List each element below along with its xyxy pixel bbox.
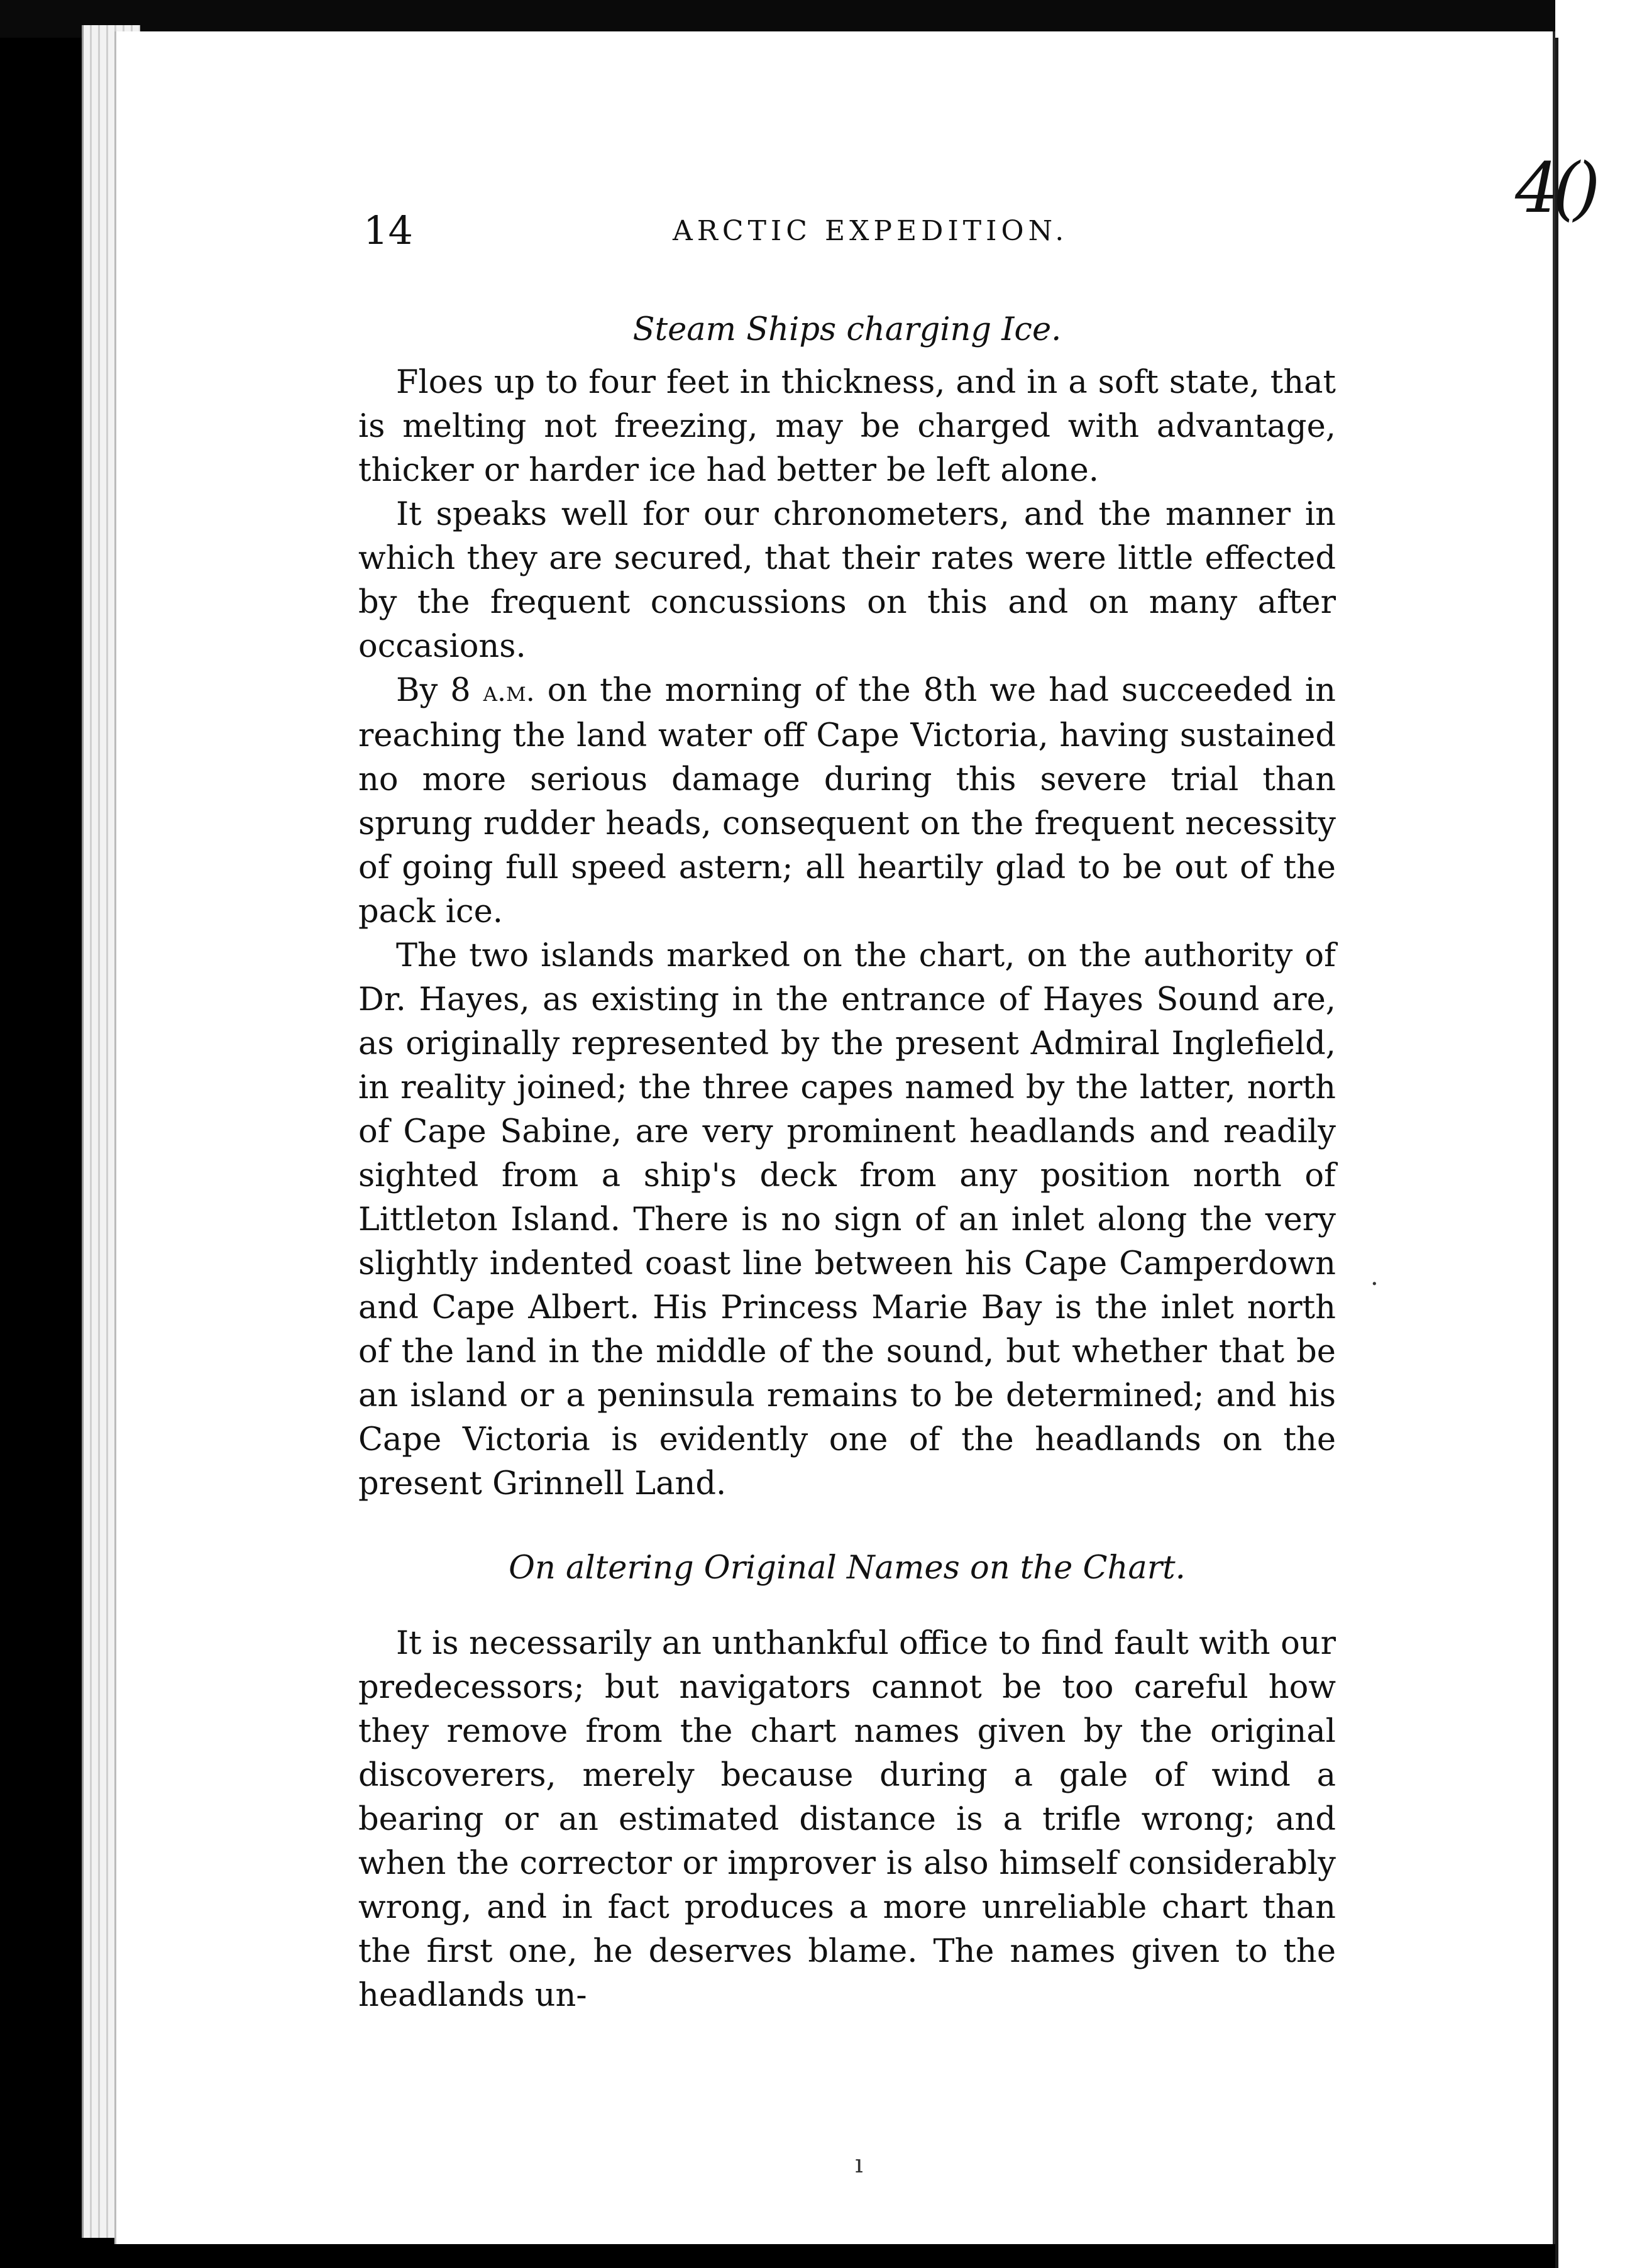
paragraph-text-end: on the morning of the 8th we had succeeded in reaching the land water off Cape Victoria, having sustained no more serious damage during this severe trial than sprung rudder heads, consequent on the frequent necessity of going full speed astern; all heartily glad to be out of the pack ice. xyxy=(358,672,1336,930)
section-heading: On altering Original Names on the Chart. xyxy=(509,1550,1186,1587)
page-gutter-line xyxy=(1555,38,1558,2268)
time-abbreviation: a.m. xyxy=(483,676,535,708)
paragraph-text-start: By 8 xyxy=(396,672,483,709)
paragraph: It is necessarily an unthankful office to find fault with our predecessors; but navigators cannot be too careful how they remove from the chart names given by the original discoverers, merely because during a gale of wind a bearing or an estimated distance is a trifle wrong; and when the corrector or improver is also himself considerably wrong, and in fact produces a more unreliable chart than the first one, he deserves blame. The names given to the headlands un- xyxy=(358,1625,1336,2014)
paragraph: Floes up to four feet in thickness, and in a soft state, that is melting not freezing, may be charged with advantage, thicker or harder ice had better be left alone. xyxy=(358,364,1336,489)
scan-speck: · xyxy=(1370,1270,1379,1299)
paragraph: It speaks well for our chronometers, and the manner in which they are secured, that their rates were little effected by the frequent concussions on this and on many after occasions. xyxy=(358,496,1336,665)
running-title: ARCTIC EXPEDITION. xyxy=(673,215,1069,247)
handwritten-margin-mark: 4() xyxy=(1515,148,1594,228)
paragraph xyxy=(358,669,1336,934)
section-altering-names xyxy=(358,1546,1336,2018)
paragraph: The two islands marked on the chart, on the authority of Dr. Hayes, as existing in the entrance of Hayes Sound are, as originally represented by the present Admiral Inglefield, in reality joined; the three capes named by the latter, north of Cape Sabine, are very prominent headlands and readily sighted from a ship's deck from any position north of Littleton Island. There is no sign of an inlet along the very slightly indented coast line between his Cape Camperdown and Cape Albert. His Princess Marie Bay is the inlet north of the land in the middle of the sound, but whether that be an island or a peninsula remains to be determined; and his Cape Victoria is evidently one of the headlands on the present Grinnell Land. xyxy=(358,937,1336,1502)
scan-margin-right xyxy=(1555,0,1642,2268)
page-number: 14 xyxy=(363,207,413,253)
section-heading: Steam Ships charging Ice. xyxy=(632,311,1062,348)
section-steam-ships xyxy=(358,308,1336,1506)
page-header xyxy=(0,207,1642,264)
scan-speck: ı xyxy=(855,2150,863,2179)
